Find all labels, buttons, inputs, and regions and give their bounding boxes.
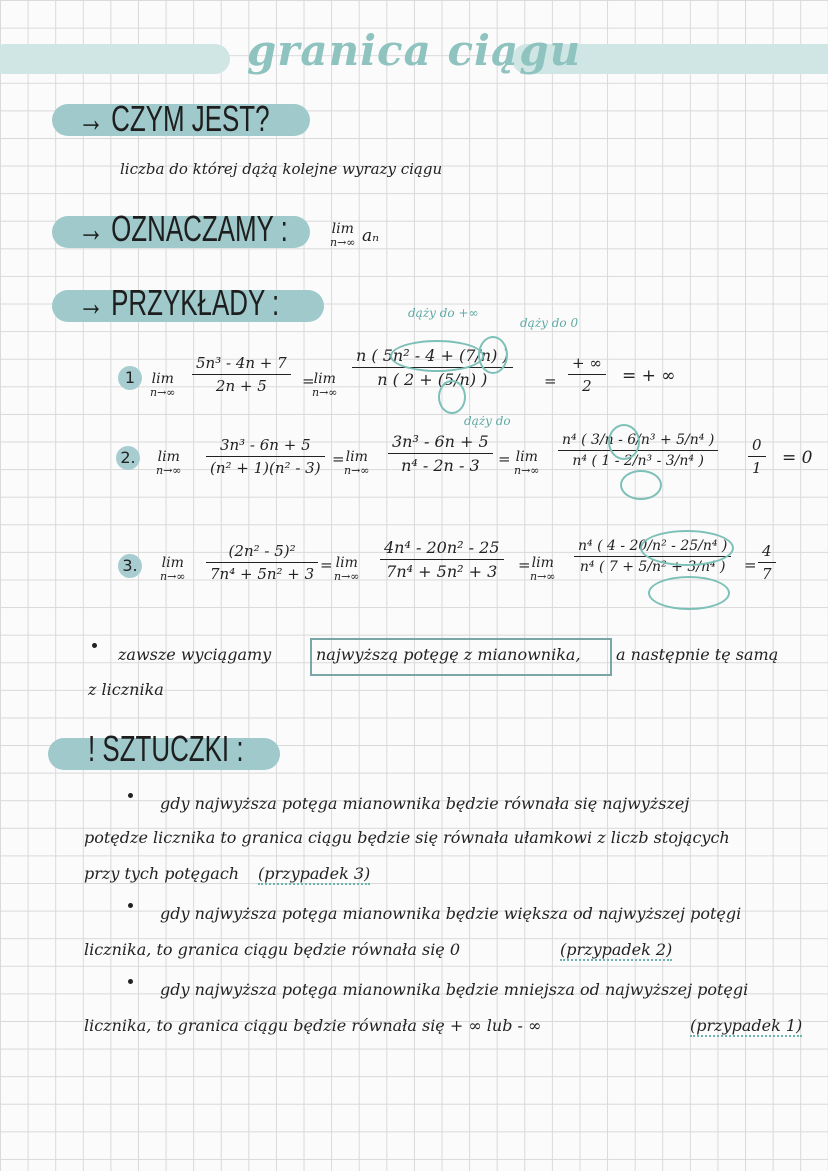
example-3-frac2-den: 7n⁴ + 5n² + 3 [386, 562, 498, 581]
example-1-number: 1 [118, 366, 142, 390]
example-2-lim3 [514, 450, 539, 478]
trick-3-tag: (przypadek 1) [690, 1016, 803, 1035]
example-2-lim3-text: lim [515, 449, 538, 465]
heading-examples: → PRZYKŁADY : [78, 282, 280, 323]
example-2-frac4 [748, 436, 766, 477]
example-3-lim [160, 556, 185, 584]
example-3-frac1-den: 7n⁴ + 5n² + 3 [210, 565, 315, 583]
example-1-ring-a [390, 340, 484, 372]
notation-lim [330, 222, 355, 250]
example-2-lim2-sub: n→∞ [344, 464, 370, 477]
example-1-ring-b [478, 336, 508, 374]
trick-2-bullet [128, 903, 133, 908]
heading-notation: → OZNACZAMY : [78, 208, 288, 249]
example-1-eq2: = [544, 372, 557, 390]
trick-3-line1: gdy najwyższa potęga mianownika będzie mniejsza od najwyższej potęgi [160, 980, 749, 999]
example-1-ring-c [438, 380, 466, 414]
example-1-frac1-num: 5n³ - 4n + 7 [192, 354, 291, 375]
example-2-lim [156, 450, 181, 478]
example-3-frac2 [380, 538, 504, 581]
annotation-to-inf: dąży do +∞ [408, 306, 479, 320]
example-1-lim2 [312, 372, 337, 400]
example-3-frac3-den: n⁴ ( 7 + 5/n² + 3/n⁴ ) [579, 559, 726, 575]
example-2-lim3-sub: n→∞ [514, 464, 540, 477]
example-2-number: 2. [116, 446, 140, 470]
example-2-lim2-text: lim [345, 449, 368, 465]
example-1-eq1: = [302, 372, 315, 390]
example-3-frac4 [758, 542, 776, 583]
trick-1-bullet [128, 793, 133, 798]
example-3-eq1: = [320, 556, 333, 574]
example-3-lim-text: lim [161, 555, 184, 571]
example-3-ring-b [648, 576, 730, 610]
trick-3-line2: licznika, to granica ciągu będzie równała się + ∞ lub - ∞ [84, 1016, 542, 1035]
example-1-lim2-text: lim [313, 371, 336, 387]
example-3-frac2-num: 4n⁴ - 20n² - 25 [380, 538, 504, 560]
example-2-frac1-den: (n² + 1)(n² - 3) [210, 459, 321, 477]
example-2-ring-a [608, 424, 640, 460]
example-3-lim2-sub: n→∞ [334, 570, 360, 583]
heading-what: → CZYM JEST? [78, 98, 270, 139]
example-2-eq2: = [498, 450, 511, 468]
trick-2-line2: licznika, to granica ciągu będzie równała się 0 [84, 940, 461, 959]
example-2-frac3-den: n⁴ ( 1 - 2/n³ - 3/n⁴ ) [572, 453, 704, 469]
rule-line1-box: najwyższą potęgę z mianownika, [316, 645, 581, 664]
heading-tricks: ! SZTUCZKI : [88, 728, 244, 769]
example-1-frac2-num: n ( 5n² - 4 + (7/n) ) [352, 346, 513, 368]
annotation-to-zero: dąży do 0 [520, 316, 579, 330]
example-2-lim-sub: n→∞ [156, 464, 182, 477]
rule-line2: z licznika [88, 680, 164, 699]
example-2-lim-text: lim [157, 449, 180, 465]
example-3-frac4-num: 4 [758, 542, 776, 563]
example-2-frac2-num: 3n³ - 6n + 5 [388, 432, 493, 454]
rule-bullet [92, 643, 97, 648]
example-1-frac1-den: 2n + 5 [215, 377, 267, 395]
trick-1-line1: gdy najwyższa potęga mianownika będzie równała się najwyższej [160, 794, 690, 813]
notation-lim-sub: n→∞ [330, 236, 356, 249]
example-3-frac1 [206, 542, 318, 583]
example-3-lim-sub: n→∞ [160, 570, 186, 583]
example-1-lim-sub: n→∞ [150, 386, 176, 399]
example-3-frac1-num: (2n² - 5)² [206, 542, 318, 563]
example-2-result: = 0 [782, 448, 813, 468]
trick-2-tag: (przypadek 2) [560, 940, 673, 959]
example-2-ring-b [620, 470, 662, 500]
example-2-frac1-num: 3n³ - 6n + 5 [206, 436, 325, 457]
example-3-lim2 [334, 556, 359, 584]
example-1-frac3 [568, 354, 606, 395]
example-3-lim3 [530, 556, 555, 584]
example-2-frac4-num: 0 [748, 436, 766, 457]
trick-1-line2: potędze licznika to granica ciągu będzie się równała ułamkowi z liczb stojących [84, 828, 730, 847]
trick-1-line3: przy tych potęgach [84, 864, 240, 883]
trick-2-line1: gdy najwyższa potęga mianownika będzie większa od najwyższej potęgi [160, 904, 742, 923]
trick-3-bullet [128, 979, 133, 984]
trick-1-tag: (przypadek 3) [258, 864, 371, 883]
example-1-result: = + ∞ [622, 366, 676, 386]
example-3-number: 3. [118, 554, 142, 578]
example-2-frac3-num: n⁴ ( 3/n - 6/n³ + 5/n⁴ ) [558, 432, 718, 451]
example-2-frac4-den: 1 [752, 459, 762, 477]
example-1-lim-text: lim [151, 371, 174, 387]
example-2-lim2 [344, 450, 369, 478]
example-2-frac2-den: n⁴ - 2n - 3 [401, 456, 480, 475]
example-3-frac3-num: n⁴ ( 4 - 20/n² - 25/n⁴ ) [574, 538, 731, 557]
example-3-ring-a [640, 530, 734, 566]
example-3-lim2-text: lim [335, 555, 358, 571]
example-2-eq1: = [332, 450, 345, 468]
example-1-lim [150, 372, 175, 400]
example-1-frac3-num: + ∞ [568, 354, 606, 375]
example-2-frac1 [206, 436, 325, 477]
page-title: granica ciągu [246, 26, 582, 75]
example-1-frac1 [192, 354, 291, 395]
notation-expr: aₙ [362, 226, 380, 246]
rule-line1-a: zawsze wyciągamy [118, 645, 272, 664]
example-3-lim3-sub: n→∞ [530, 570, 556, 583]
example-2-frac2 [388, 432, 493, 475]
example-3-eq2: = [518, 556, 531, 574]
example-3-lim3-text: lim [531, 555, 554, 571]
example-1-lim2-sub: n→∞ [312, 386, 338, 399]
example-3-result: = [744, 556, 757, 574]
example-1-frac3-den: 2 [582, 377, 592, 395]
rule-line1-b: a następnie tę samą [616, 645, 779, 664]
annotation-to: dąży do [464, 414, 511, 428]
definition-text: liczba do której dążą kolejne wyrazy ciągu [120, 160, 443, 178]
example-3-frac4-den: 7 [762, 565, 772, 583]
example-1-frac2-den: n ( 2 + (5/n) ) [377, 370, 488, 389]
notation-lim-text: lim [331, 221, 354, 237]
